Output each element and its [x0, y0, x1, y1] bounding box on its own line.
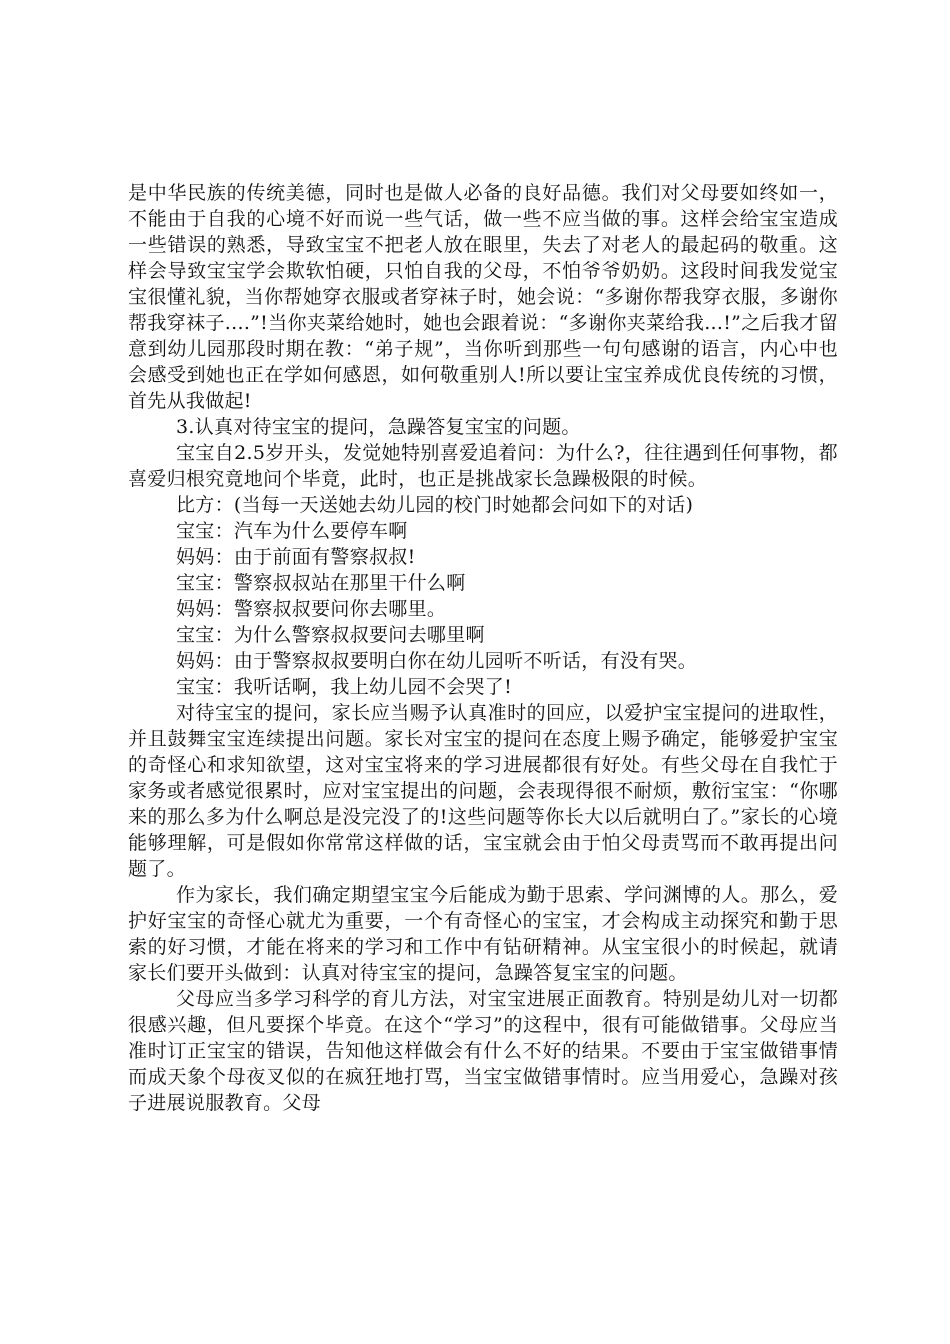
- paragraph-1: 是中华民族的传统美德，同时也是做人必备的良好品德。我们对父母要如终如一，不能由于自我的心境不好而说一些气话，做一些不应当做的事。这样会给宝宝造成一些错误的熟悉，导致宝宝不把老人放在眼里，失去了对老人的最起码的敬重。这样会导致宝宝学会欺软怕硬，只怕自我的父母，不怕爷爷奶奶。这段时间我发觉宝宝很懂礼貌，当你帮她穿衣服或者穿袜子时，她会说：“多谢你帮我穿衣服，多谢你帮我穿袜子....”!当你夹菜给她时，她也会跟着说：“多谢你夹菜给我...!”之后我才留意到幼儿园那段时期在教：“弟子规”，当你听到那些一句句感谢的语言，内心中也会感受到她也正在学如何感恩，如何敬重别人!所以要让宝宝养成优良传统的习惯，首先从我做起!: [128, 182, 838, 412]
- dialog-line: 宝宝：汽车为什么要停车啊: [176, 520, 408, 542]
- paragraph-4: 作为家长，我们确定期望宝宝今后能成为勤于思索、学问渊博的人。那么，爱护好宝宝的奇怪心就尤为重要，一个有奇怪心的宝宝，才会构成主动探究和勤于思索的好习惯，才能在将来的学习和工作中有钻研精神。从宝宝很小的时候起，就请家长们要开头做到：认真对待宝宝的提问，急躁答复宝宝的问题。: [128, 884, 838, 984]
- dialog-line: 宝宝：我听话啊，我上幼儿园不会哭了!: [176, 676, 513, 698]
- dialog-line: 妈妈：警察叔叔要问你去哪里。: [176, 598, 447, 620]
- paragraph-2: 宝宝自2.5岁开头，发觉她特别喜爱追着问：为什么?，往往遇到任何事物，都喜爱归根究竟地问个毕竟，此时，也正是挑战家长急躁极限的时候。: [128, 442, 838, 490]
- paragraph-3: 对待宝宝的提问，家长应当赐予认真准时的回应，以爱护宝宝提问的进取性，并且鼓舞宝宝连续提出问题。家长对宝宝的提问在态度上赐予确定，能够爱护宝宝的奇怪心和求知欲望，这对宝宝将来的学习进展都很有好处。有些父母在自我忙于家务或者感觉很累时，应对宝宝提出的问题，会表现得很不耐烦，敷衍宝宝：“你哪来的那么多为什么啊总是没完没了的!这些问题等你长大以后就明白了。”家长的心境能够理解，可是假如你常常这样做的话，宝宝就会由于怕父母责骂而不敢再提出问题了。: [128, 702, 838, 880]
- paragraph-example-intro: 比方：(当每一天送她去幼儿园的校门时她都会问如下的对话): [176, 494, 694, 516]
- paragraph-section-heading: 3.认真对待宝宝的提问，急躁答复宝宝的问题。: [176, 416, 581, 438]
- dialog-line: 宝宝：为什么警察叔叔要问去哪里啊: [176, 624, 485, 646]
- dialog-line: 妈妈：由于警察叔叔要明白你在幼儿园听不听话，有没有哭。: [176, 650, 698, 672]
- paragraph-5: 父母应当多学习科学的育儿方法，对宝宝进展正面教育。特别是幼儿对一切都很感兴趣，但凡要探个毕竟。在这个“学习”的这程中，很有可能做错事。父母应当准时订正宝宝的错误，告知他这样做会有什么不好的结果。不要由于宝宝做错事情而成天象个母夜叉似的在疯狂地打骂，当宝宝做错事情时。应当用爱心，急躁对孩子进展说服教育。父母: [128, 988, 838, 1114]
- dialog-line: 宝宝：警察叔叔站在那里干什么啊: [176, 572, 466, 594]
- dialog-line: 妈妈：由于前面有警察叔叔!: [176, 546, 416, 568]
- document-body: [128, 180, 838, 1116]
